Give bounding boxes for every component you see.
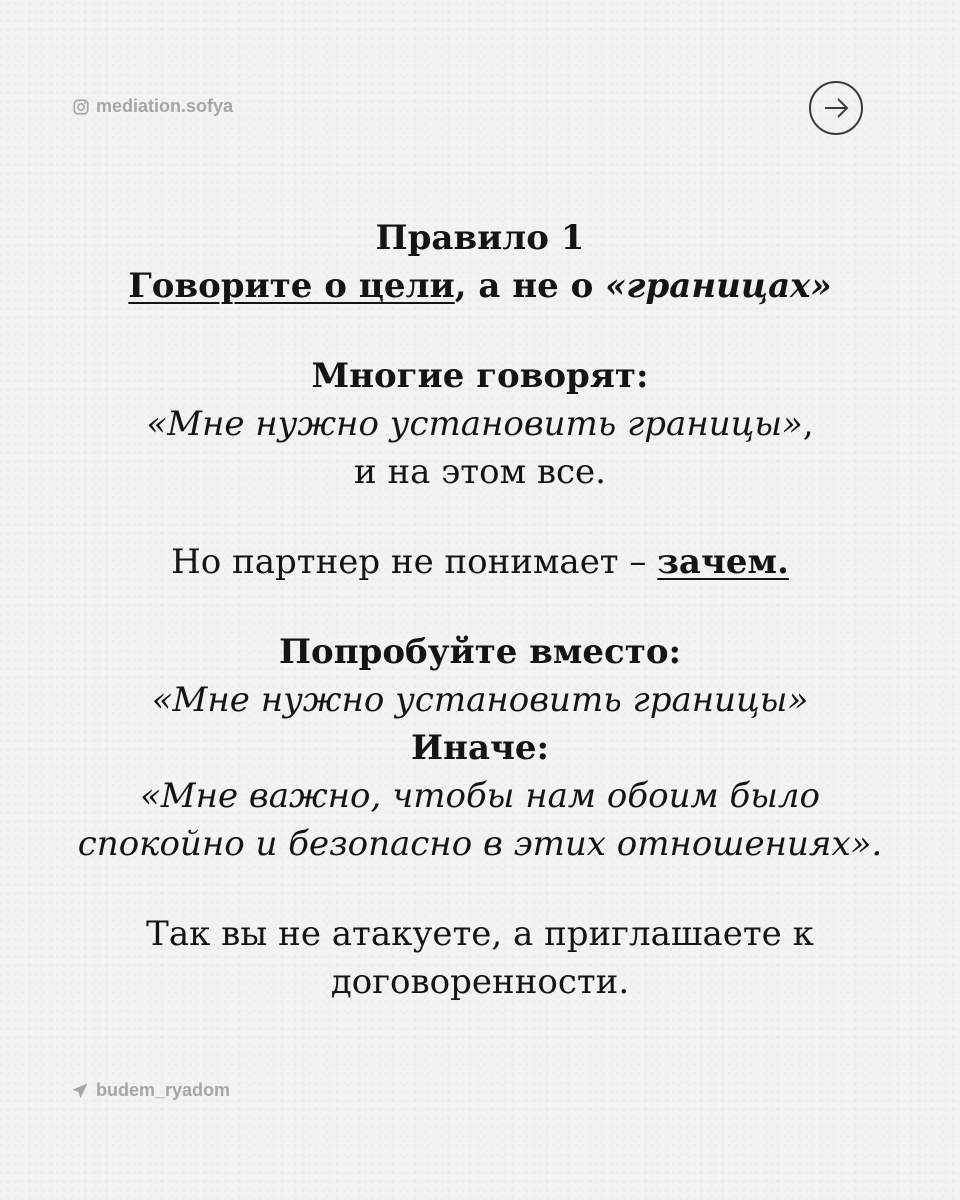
otherwise: Иначе:: [410, 728, 550, 768]
instagram-icon: [72, 98, 90, 116]
rule-title: Правило 1: [375, 218, 585, 258]
main-text: [40, 214, 920, 1006]
and-that-is-all: и на этом все.: [354, 452, 606, 492]
top-handle-text: mediation.sofya: [96, 96, 234, 116]
try-instead: Попробуйте вместо:: [278, 632, 682, 672]
quote-1-tail: ,: [802, 404, 814, 444]
closing-line-1: Так вы не атакуете, а приглашаете к: [146, 914, 814, 954]
partner-text: Но партнер не понимает –: [171, 542, 658, 582]
closing-line-2: договоренности.: [330, 962, 630, 1002]
rule-subtitle: [40, 262, 920, 310]
bottom-handle[interactable]: [70, 1080, 230, 1101]
arrow-right-circle-icon[interactable]: [808, 80, 864, 136]
subtitle-connector: , а не о: [454, 266, 606, 306]
quote-1-line: [40, 400, 920, 448]
quote-1: «Мне нужно установить границы»: [146, 404, 803, 444]
boundaries-quote: «границах»: [605, 266, 832, 306]
why-emphasis: зачем.: [657, 542, 789, 582]
quote-3-line-1: «Мне важно, чтобы нам обоим было: [139, 776, 821, 816]
bottom-handle-text: budem_ryadom: [96, 1080, 231, 1100]
partner-line: [40, 538, 920, 586]
quote-2: «Мне нужно установить границы»: [151, 680, 809, 720]
goal-emphasis: Говорите о цели: [128, 266, 455, 306]
send-icon: [70, 1081, 90, 1101]
many-say: Многие говорят:: [311, 356, 649, 396]
top-handle[interactable]: [72, 96, 233, 117]
quote-3-line-2: спокойно и безопасно в этих отношениях».: [77, 824, 883, 864]
